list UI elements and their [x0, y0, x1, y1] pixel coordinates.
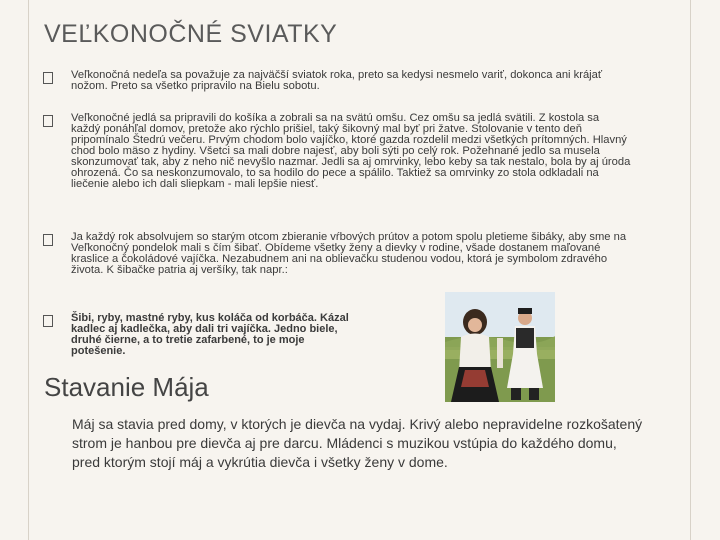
bullet-marker-3 — [43, 232, 59, 246]
left-edge-line — [28, 0, 29, 540]
bullet-marker-1 — [43, 70, 59, 84]
bullet-marker-4 — [43, 313, 59, 327]
square-bullet-icon — [43, 315, 53, 327]
square-bullet-icon — [43, 72, 53, 84]
bullet-marker-2 — [43, 113, 59, 127]
square-bullet-icon — [43, 115, 53, 127]
square-bullet-icon — [43, 234, 53, 246]
bullet-text-3: Ja každý rok absolvujem so starým otcom zbieranie vŕbových prútov a potom spolu pletieme šibáky, aby sme na Veľkonočný pondelok mali s čím šibať. Obídeme všetky ženy a dievky v rodine, všade dostanem maľované kraslice a čokoládové vajíčka. Nezabudnem ani na oblievačku studenou vodou, ktorá je symbolom zdravého života. K šibačke patria aj veršíky, tak napr.: — [71, 231, 627, 276]
bullet-text-2: Veľkonočné jedlá sa pripravili do košíka a zobrali sa na svätú omšu. Cez omšu sa jedlá svätili. Z kostola sa každý ponáhľal domov, pretože ako rýchlo prišiel, taký šikovný mal byť pri žatve. Stolovanie v tento deň pripomínalo Štedrú večeru. Prvým chodom bolo vajíčko, ktoré gazda rozdelil medzi všetkých prítomných. Hlavný chod bolo mäso z hydiny. Všetci sa mali dobre najesť, aby boli sýti po celý rok. Požehnané jedlo sa musela skonzumovať tak, aby z neho nič nevyšlo nazmar. Jedli sa aj omrvinky, lebo keby sa tak nestalo, bola by aj úroda ohrozená. Čo sa neskonzumovalo, to sa hodilo do pece a spálilo. Taktiež sa omrvinky zo stola odkladali na liečenie alebo ich dali sliepkam - mali lepšie niesť. — [71, 112, 631, 190]
slide-title: VEĽKONOČNÉ SVIATKY — [44, 20, 338, 48]
easter-photo — [445, 292, 555, 402]
section-body: Máj sa stavia pred domy, v ktorých je dievča na vydaj. Krivý alebo nepravidelne rozkošatený strom je hanbou pre dievča aj pre darcu. Mládenci s muzikou vstúpia do každého domu, pred ktorým stojí máj a vykrútia dievča i všetky ženy v dome. — [72, 416, 643, 470]
section-heading: Stavanie Mája — [44, 372, 209, 402]
bullet-text-4: Šibi, ryby, mastné ryby, kus koláča od korbáča. Kázal kadlec aj kadlečka, aby dali tri vajíčka. Jedno biele, druhé čierne, a to tretie zafarbené, to je moje potešenie. — [71, 312, 349, 357]
bullet-text-1: Veľkonočná nedeľa sa považuje za najväčší sviatok roka, preto sa kedysi nesmelo variť, dokonca ani krájať nožom. Preto sa všetko pripravilo na Bielu sobotu. — [71, 69, 603, 92]
right-edge-line — [690, 0, 691, 540]
easter-photo-illustration — [445, 292, 555, 402]
